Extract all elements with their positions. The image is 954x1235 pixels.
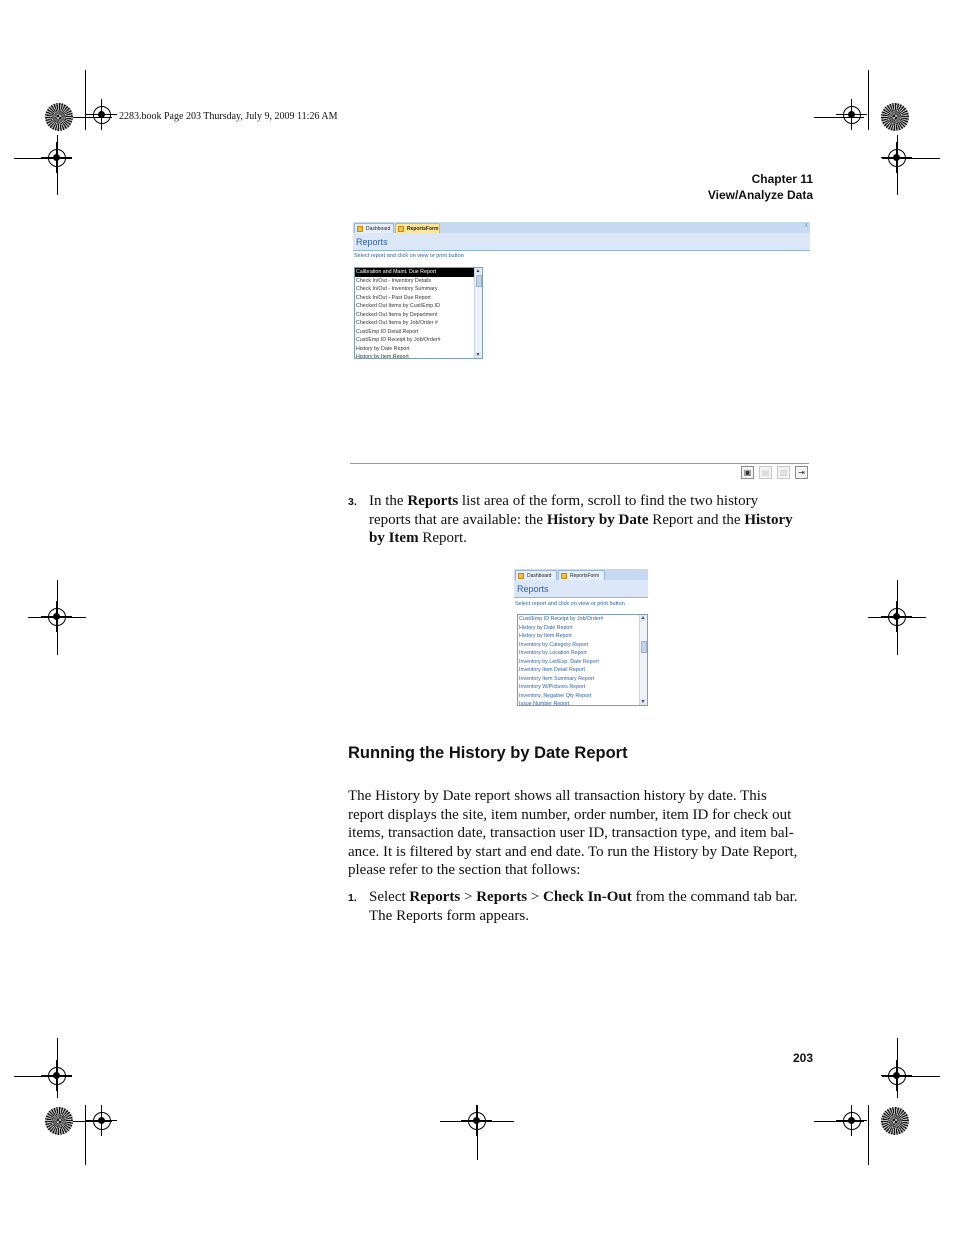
form-footer-divider xyxy=(350,463,809,464)
registration-mark xyxy=(843,106,861,124)
list-item[interactable]: Inventory Item Detail Report xyxy=(519,667,585,673)
registration-mark xyxy=(888,608,906,626)
registration-mark xyxy=(468,1112,486,1130)
list-item[interactable]: Checked Out Items by Job/Order # xyxy=(356,320,438,326)
paragraph-line: items, transaction date, transaction user ID, transaction type, and item bal- xyxy=(348,825,794,841)
tab-dashboard[interactable]: Dashboard xyxy=(354,223,394,233)
registration-mark xyxy=(843,1112,861,1130)
step-number: 1. xyxy=(348,892,357,904)
form-icon xyxy=(357,226,363,232)
step-3-line: reports that are available: the History by Date Report and the History xyxy=(369,511,793,528)
color-target xyxy=(45,103,73,131)
tab-dashboard[interactable]: Dashboard xyxy=(515,570,557,580)
form-icon xyxy=(518,573,524,579)
list-item[interactable]: Checked Out Items by Cust/Emp ID xyxy=(356,303,440,309)
list-item[interactable]: Calibration and Maint. Due Report xyxy=(355,268,474,277)
scroll-thumb[interactable] xyxy=(641,641,647,653)
list-item[interactable]: History by Date Report xyxy=(356,345,410,352)
paragraph-line: ance. It is filtered by start and end date. To run the History by Date Report, xyxy=(348,843,798,860)
step-3-line: In the Reports list area of the form, scroll to find the two history xyxy=(369,493,759,509)
color-target xyxy=(881,103,909,131)
list-item[interactable]: History by Item Report xyxy=(519,633,572,639)
step-1-text xyxy=(369,888,819,925)
list-item[interactable]: Cust/Emp ID Detail Report xyxy=(356,328,419,335)
section-label: View/Analyze Data xyxy=(707,188,813,202)
list-item[interactable]: Check In/Out - Inventory Summary xyxy=(356,286,438,292)
print-icon[interactable]: ▥ xyxy=(777,466,790,479)
list-item[interactable]: Inventory Item Summary Report xyxy=(519,675,595,682)
tab-reportsform[interactable]: ReportsForm xyxy=(558,570,605,580)
reports-listbox[interactable] xyxy=(354,267,483,359)
color-target xyxy=(45,1107,73,1135)
scroll-up-icon[interactable]: ▲ xyxy=(475,268,481,274)
form-instruction: Select report and click on view or print button xyxy=(354,253,464,259)
body-paragraph xyxy=(348,787,818,880)
paragraph-line: report displays the site, item number, order number, item ID for check out xyxy=(348,806,792,823)
registration-mark xyxy=(888,149,906,167)
registration-mark xyxy=(48,149,66,167)
scroll-down-icon[interactable]: ▼ xyxy=(475,352,481,358)
reports-list-scrolled-screenshot xyxy=(514,569,648,706)
list-item[interactable]: Inventory by Lot/Exp. Date Report xyxy=(519,658,599,665)
scroll-thumb[interactable] xyxy=(476,275,482,287)
list-item[interactable]: Check In/Out - Inventory Details xyxy=(356,277,432,284)
form-title: Reports xyxy=(353,233,810,251)
list-item[interactable]: Check In/Out - Past Due Report xyxy=(356,294,431,301)
step-1-line: Select Reports > Reports > Check In-Out from the command tab bar. xyxy=(369,889,798,905)
list-item[interactable]: Inventory by Category Report xyxy=(519,641,589,648)
registration-mark xyxy=(93,106,111,124)
registration-mark xyxy=(888,1067,906,1085)
list-item[interactable]: Cust/Emp ID Receipt by Job/Order# xyxy=(356,337,441,343)
form-title: Reports xyxy=(514,580,648,598)
listbox-scrollbar[interactable] xyxy=(474,268,482,358)
form-icon xyxy=(398,226,404,232)
list-item[interactable]: Checked Out Items by Department xyxy=(356,311,438,318)
registration-mark xyxy=(48,1067,66,1085)
form-icon xyxy=(561,573,567,579)
list-item[interactable]: Inventory, Negative Qty Report xyxy=(519,692,592,699)
tab-reportsform[interactable]: ReportsForm xyxy=(395,223,440,233)
listbox-scrollbar[interactable] xyxy=(639,615,647,705)
close-icon[interactable]: x xyxy=(804,222,808,229)
registration-mark xyxy=(93,1112,111,1130)
chapter-label: Chapter 11 xyxy=(751,172,813,186)
list-item[interactable]: Cust/Emp ID Receipt by Job/Order# xyxy=(519,616,604,622)
list-item[interactable]: Inventory by Location Report xyxy=(519,650,587,656)
step-3-line: by Item Report. xyxy=(369,530,467,546)
step-1-line: The Reports form appears. xyxy=(369,907,529,924)
step-number: 3. xyxy=(348,496,357,508)
paragraph-line: please refer to the section that follows: xyxy=(348,862,581,878)
color-target xyxy=(881,1107,909,1135)
page-number: 203 xyxy=(792,1051,813,1065)
print-slug: 2283.book Page 203 Thursday, July 9, 2009 11:26 AM xyxy=(119,111,338,122)
list-item[interactable]: Issue Number Report xyxy=(519,701,570,706)
list-item[interactable]: History by Date Report xyxy=(519,624,573,631)
paragraph-line: The History by Date report shows all transaction history by date. This xyxy=(348,788,767,804)
reports-form-screenshot xyxy=(353,222,810,360)
section-heading: Running the History by Date Report xyxy=(348,744,628,762)
list-item[interactable]: History by Item Report xyxy=(356,354,409,359)
scroll-up-icon[interactable]: ▲ xyxy=(640,615,646,621)
reports-listbox[interactable] xyxy=(517,614,648,706)
view-icon[interactable]: ▣ xyxy=(741,466,754,479)
form-instruction: Select report and click on view or print button xyxy=(515,601,625,607)
exit-icon[interactable]: ⇥ xyxy=(795,466,808,479)
registration-mark xyxy=(48,608,66,626)
scroll-down-icon[interactable]: ▼ xyxy=(640,699,646,705)
preview-icon[interactable]: ▤ xyxy=(759,466,772,479)
list-item[interactable]: Inventory W/Pictures Report xyxy=(519,684,586,690)
step-3-text xyxy=(369,492,814,548)
